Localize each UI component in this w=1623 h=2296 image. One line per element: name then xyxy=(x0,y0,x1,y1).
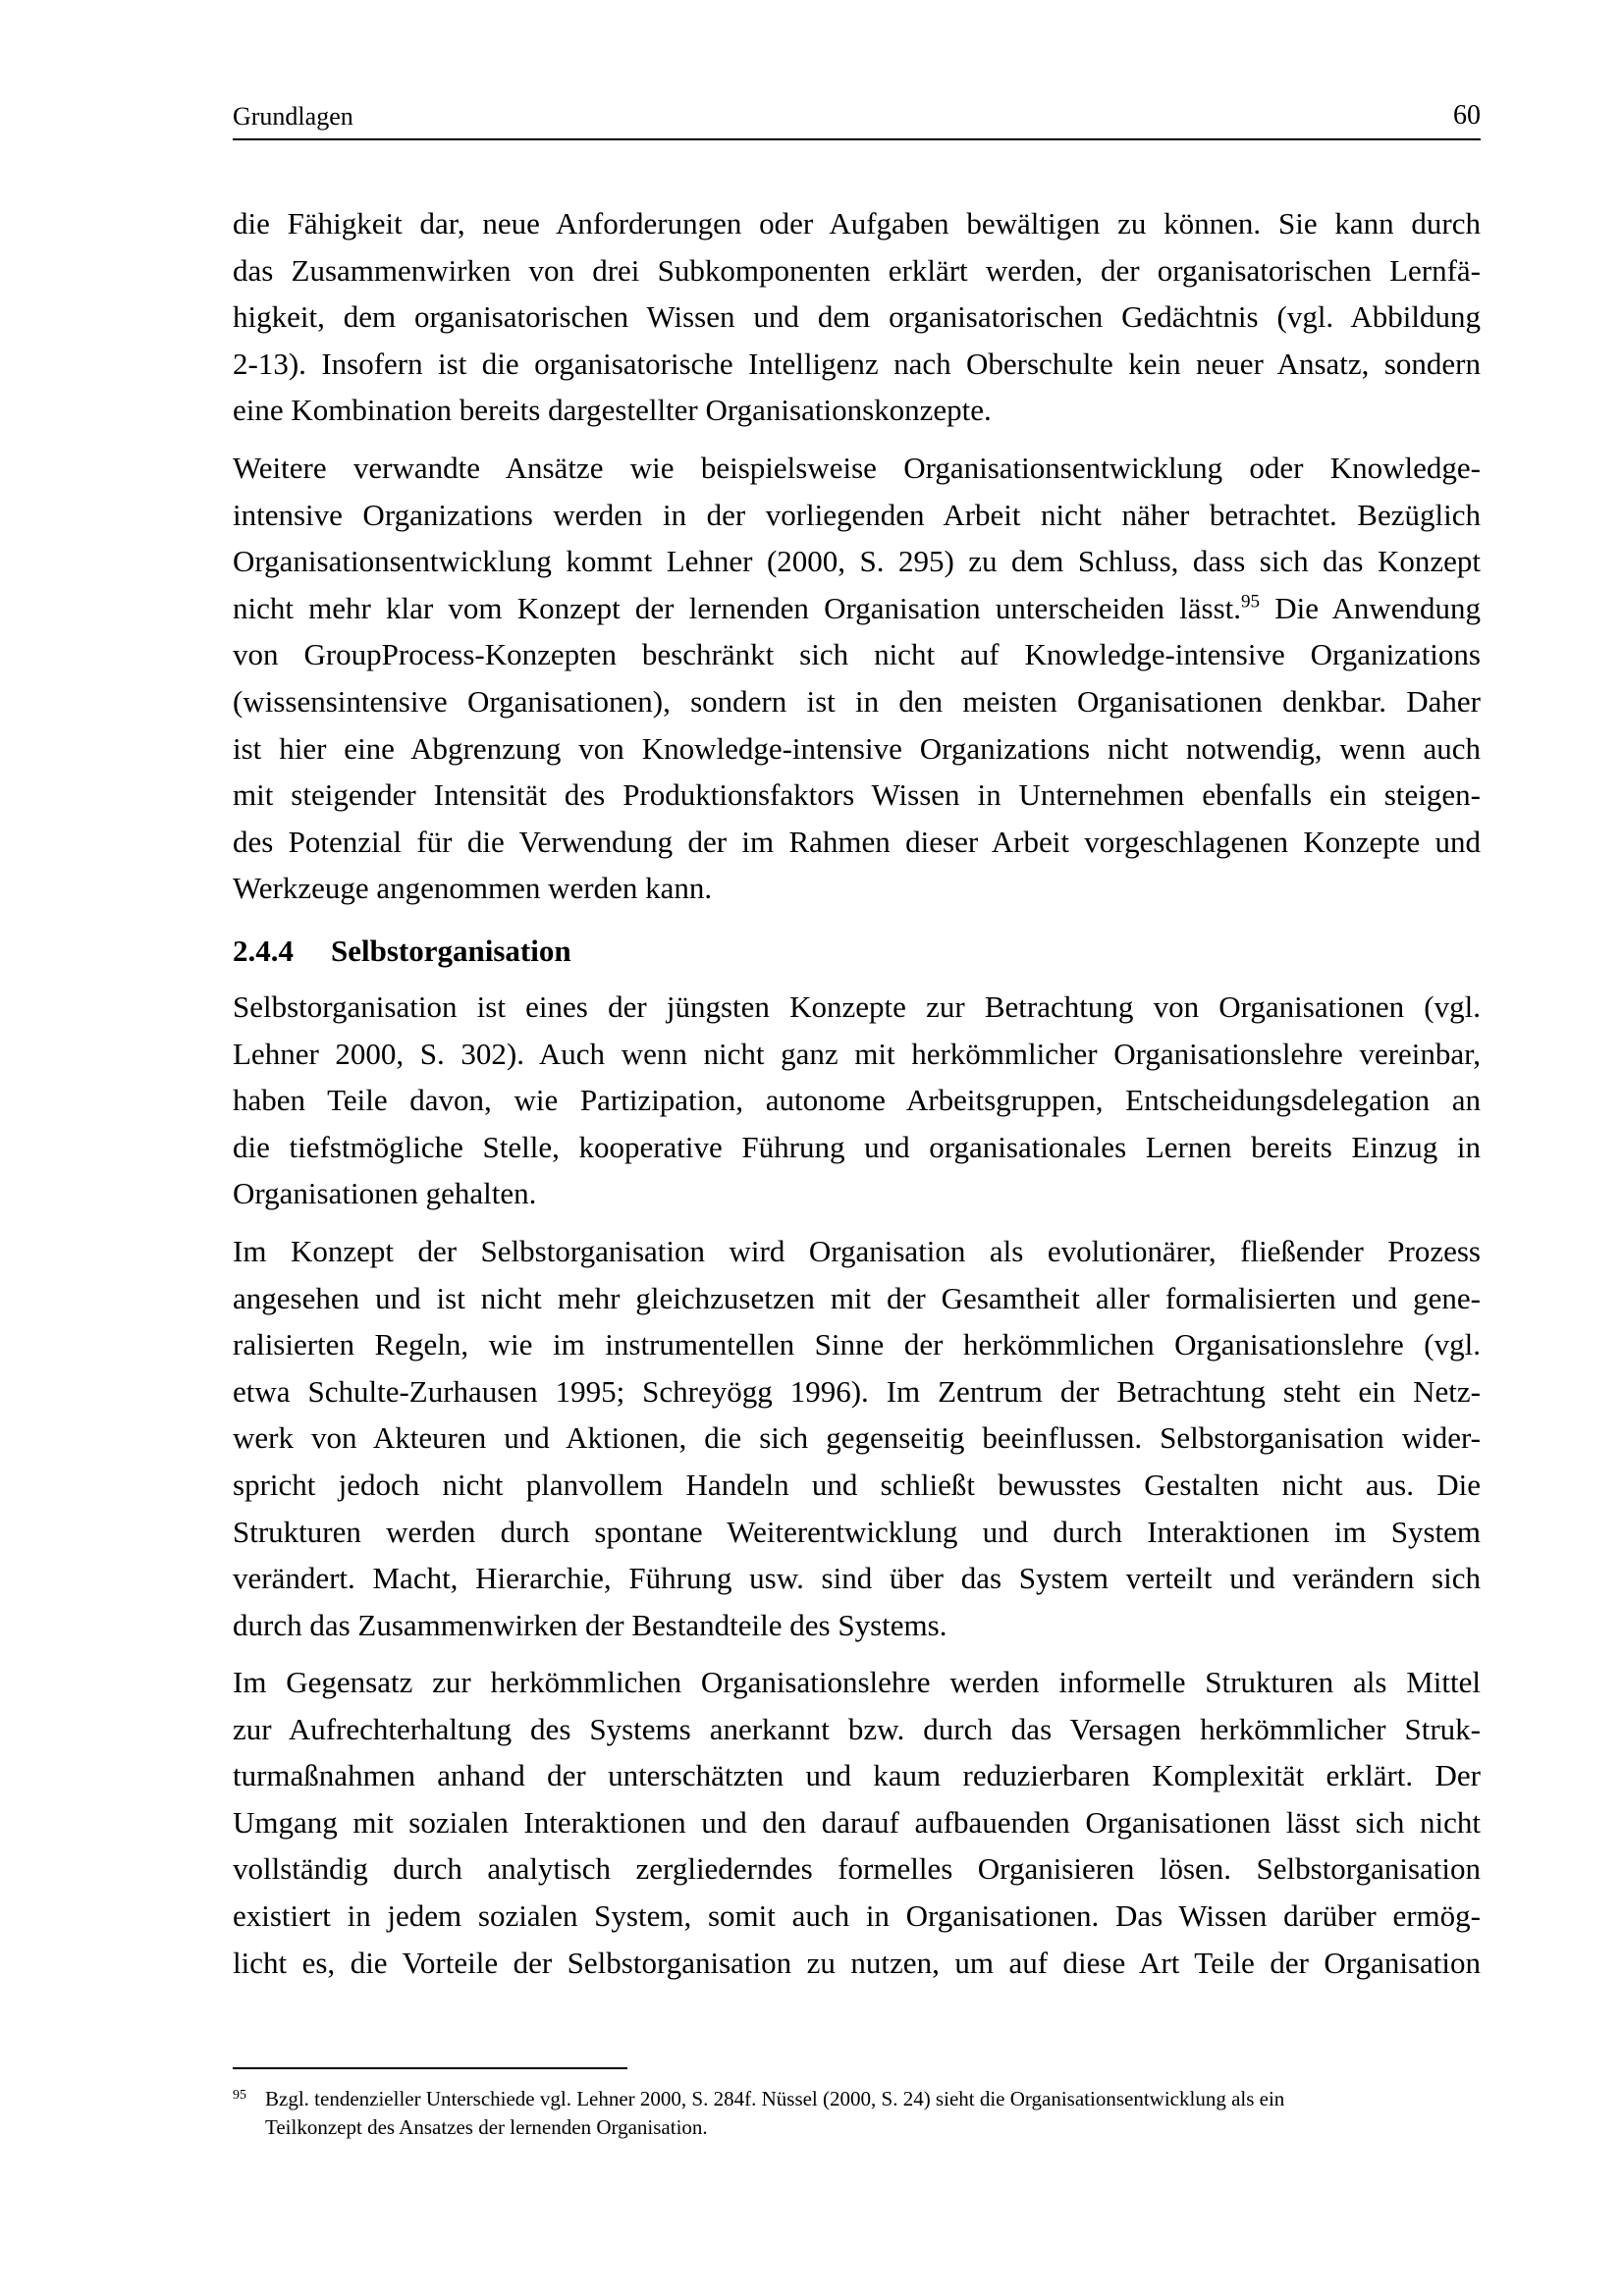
text-line-with-footnote xyxy=(233,585,1481,632)
text-line: Umgang mit sozialen Interaktionen und den darauf aufbauenden Organisationen lässt sich nicht xyxy=(233,1804,1481,1840)
text-line: verändert. Macht, Hierarchie, Führung usw. sind über das System verteilt und verändern sich xyxy=(233,1561,1481,1596)
footnote-line: Teilkonzept des Ansatzes der lernenden Organisation. xyxy=(265,2115,708,2139)
text-line: angesehen und ist nicht mehr gleichzusetzen mit der Gesamtheit aller formalisierten und gene- xyxy=(233,1280,1481,1315)
text-line: higkeit, dem organisatorischen Wissen und dem organisatorischen Gedächtnis (vgl. Abbildung xyxy=(233,299,1481,335)
header-title: Grundlagen xyxy=(233,102,353,131)
line-text: Die Anwendung xyxy=(1260,590,1481,625)
text-line: ist hier eine Abgrenzung von Knowledge-intensive Organizations nicht notwendig, wenn auch xyxy=(233,730,1481,766)
section-heading xyxy=(233,928,1481,975)
text-line: turmaßnahmen anhand der unterschätzten und kaum reduzierbaren Komplexität erklärt. Der xyxy=(233,1758,1481,1793)
text-line: (wissensintensive Organisationen), sondern ist in den meisten Organisationen denkbar. Daher xyxy=(233,683,1481,719)
text-line: licht es, die Vorteile der Selbstorganisation zu nutzen, um auf diese Art Teile der Organisation xyxy=(233,1945,1481,1980)
footnote-line: Bzgl. tendenzieller Unterschiede vgl. Lehner 2000, S. 284f. Nüssel (2000, S. 24) sieht die Organisationsentwicklung als ein xyxy=(265,2087,1285,2110)
paragraph-4 xyxy=(233,1228,1481,1648)
text-line: intensive Organizations werden in der vorliegenden Arbeit nicht näher betrachtet. Bezüglich xyxy=(233,497,1481,532)
line-text: nicht mehr klar vom Konzept der lernenden Organisation unterscheiden lässt. xyxy=(233,590,1242,625)
text-line: durch das Zusammenwirken der Bestandteile des Systems. xyxy=(233,1607,947,1642)
header-rule xyxy=(233,138,1481,140)
footnote-reference[interactable]: 95 xyxy=(1241,591,1261,613)
text-line: die tiefstmögliche Stelle, kooperative Führung und organisationales Lernen bereits Einzug in xyxy=(233,1129,1481,1164)
text-line: Weitere verwandte Ansätze wie beispielsweise Organisationsentwicklung oder Knowledge- xyxy=(233,451,1481,485)
text-line: Selbstorganisation ist eines der jüngsten Konzepte zur Betrachtung von Organisationen (vgl. xyxy=(233,989,1481,1024)
section-title: Selbstorganisation xyxy=(331,934,571,968)
text-line: Organisationen gehalten. xyxy=(233,1176,537,1211)
section-number: 2.4.4 xyxy=(233,934,294,968)
text-line: Lehner 2000, S. 302). Auch wenn nicht ganz mit herkömmlicher Organisationslehre vereinbar, xyxy=(233,1036,1481,1071)
text-line: 2-13). Insofern ist die organisatorische Intelligenz nach Oberschulte kein neuer Ansatz, sondern xyxy=(233,346,1481,381)
text-line: Organisationsentwicklung kommt Lehner (2000, S. 295) zu dem Schluss, dass sich das Konzept xyxy=(233,544,1481,579)
text-line: die Fähigkeit dar, neue Anforderungen oder Aufgaben bewältigen zu können. Sie kann durch xyxy=(233,206,1481,240)
text-line: werk von Akteuren und Aktionen, die sich gegenseitig beeinflussen. Selbstorganisation wider- xyxy=(233,1420,1481,1456)
text-line: zur Aufrechterhaltung des Systems anerkannt bzw. durch das Versagen herkömmlicher Struk- xyxy=(233,1711,1481,1746)
text-line: das Zusammenwirken von drei Subkomponenten erklärt werden, der organisatorischen Lernfä- xyxy=(233,252,1481,288)
text-line: haben Teile davon, wie Partizipation, autonome Arbeitsgruppen, Entscheidungsdelegation an xyxy=(233,1083,1481,1118)
footnote-separator xyxy=(233,2067,627,2069)
text-line: spricht jedoch nicht planvollem Handeln und schließt bewusstes Gestalten nicht aus. Die xyxy=(233,1467,1481,1502)
text-line: Strukturen werden durch spontane Weiterentwicklung und durch Interaktionen im System xyxy=(233,1514,1481,1549)
text-line: existiert in jedem sozialen System, somit auch in Organisationen. Das Wissen darüber ermög- xyxy=(233,1897,1481,1933)
paragraph-1 xyxy=(233,200,1481,434)
text-line: Im Konzept der Selbstorganisation wird Organisation als evolutionärer, fließender Prozess xyxy=(233,1234,1481,1268)
text-line: des Potenzial für die Verwendung der im Rahmen dieser Arbeit vorgeschlagenen Konzepte und xyxy=(233,824,1481,859)
text-line: ralisierten Regeln, wie im instrumentellen Sinne der herkömmlichen Organisationslehre (vgl. xyxy=(233,1327,1481,1362)
paragraph-5 xyxy=(233,1659,1481,1986)
footnote xyxy=(233,2085,1481,2142)
running-header xyxy=(233,98,1481,137)
text-line: eine Kombination bereits dargestellter Organisationskonzepte. xyxy=(233,393,992,428)
paragraph-3 xyxy=(233,984,1481,1217)
text-line: Werkzeuge angenommen werden kann. xyxy=(233,871,713,906)
paragraph-2 xyxy=(233,445,1481,912)
footnote-number: 95 xyxy=(233,2088,246,2103)
text-line: Im Gegensatz zur herkömmlichen Organisationslehre werden informelle Strukturen als Mittel xyxy=(233,1665,1481,1699)
text-line: von GroupProcess-Konzepten beschränkt sich nicht auf Knowledge-intensive Organizations xyxy=(233,637,1481,672)
text-line: mit steigender Intensität des Produktionsfaktors Wissen in Unternehmen ebenfalls ein steigen- xyxy=(233,777,1481,813)
text-line: vollständig durch analytisch zergliederndes formelles Organisieren lösen. Selbstorganisation xyxy=(233,1851,1481,1887)
text-line: etwa Schulte-Zurhausen 1995; Schreyögg 1996). Im Zentrum der Betrachtung steht ein Netz- xyxy=(233,1373,1481,1409)
page-number: 60 xyxy=(1453,100,1481,131)
